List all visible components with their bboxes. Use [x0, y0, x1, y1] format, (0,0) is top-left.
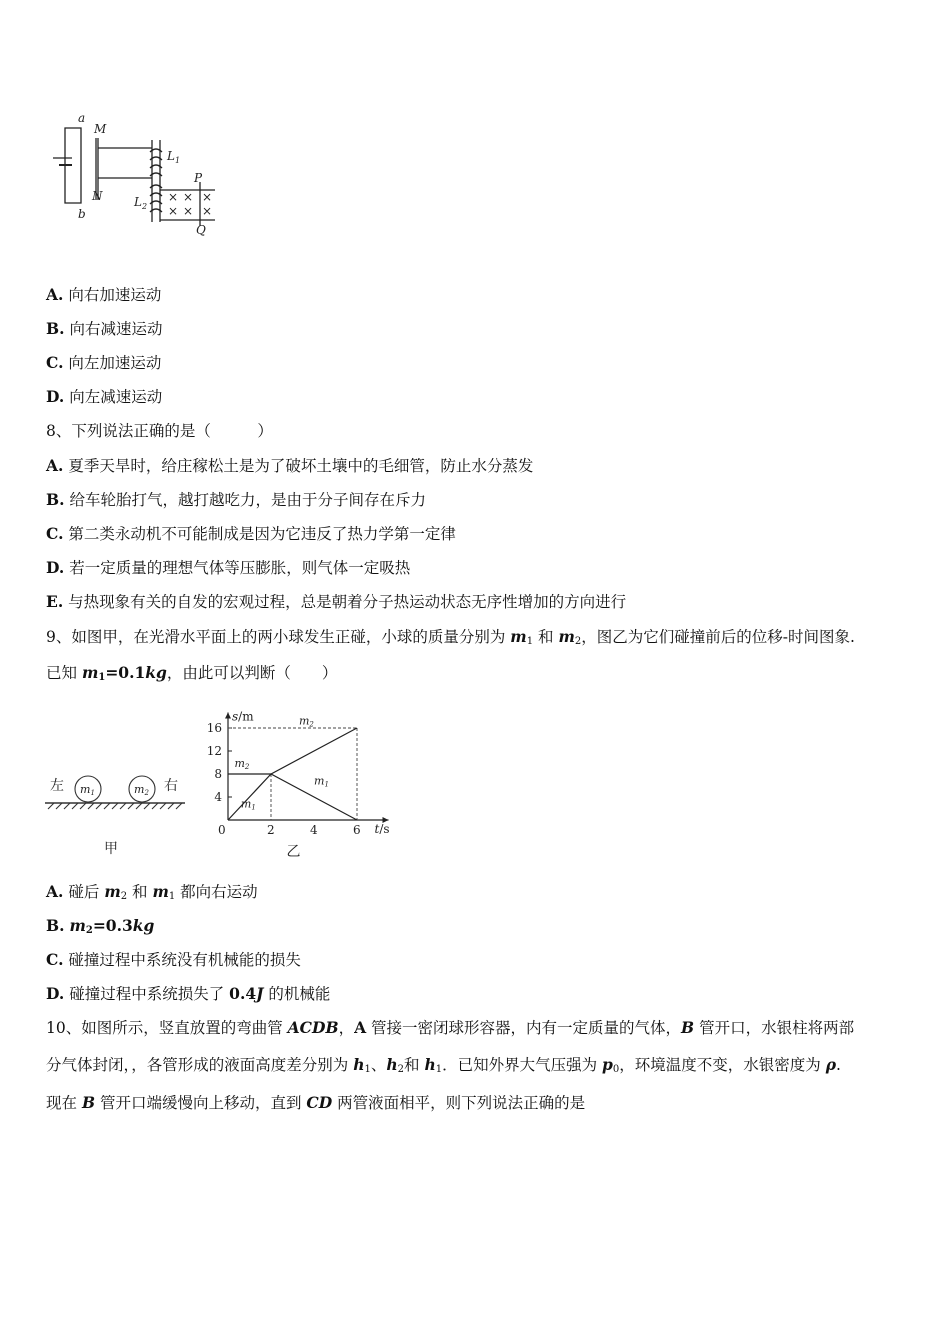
option-q8-a: A. 夏季天旱时，给庄稼松土是为了破坏土壤中的毛细管，防止水分蒸发 — [46, 456, 534, 475]
question-10-line2: 分气体封闭，，各管形成的液面高度差分别为 $h_1$、$h_2$和 $h_1$．已知外界大气压强为 $p_0$，环境温度不变，水银密度为 ρ. — [46, 1055, 841, 1075]
caption-yi: 乙 — [286, 844, 301, 860]
x-tick-label: 0 — [218, 823, 226, 837]
x-tick-label: 6 — [353, 823, 361, 837]
option-q8-b: B. 给车轮胎打气，越打越吃力，是由于分子间存在斥力 — [46, 490, 426, 509]
question-10-line1: 10、如图所示，竖直放置的弯曲管 ACDB，A 管接一密闭球形容器，内有一定质量的气体，B 管开口，水银柱将两部 — [46, 1018, 855, 1037]
option-q9-c: C. 碰撞过程中系统没有机械能的损失 — [46, 950, 301, 969]
option-q9-d: D. 碰撞过程中系统损失了 0.4J 的机械能 — [46, 984, 331, 1003]
y-axis-label: s/m — [232, 709, 254, 724]
field-mark: × — [168, 204, 179, 218]
label-P: P — [194, 171, 203, 185]
y-tick-label: 8 — [214, 767, 222, 781]
question-8-stem: 8、下列说法正确的是（ ） — [46, 422, 273, 440]
circuit-diagram — [40, 108, 230, 238]
option-q9-a: A. 碰后 $m_2$ 和 $m_1$ 都向右运动 — [46, 882, 258, 902]
field-mark: × — [202, 204, 213, 218]
x-tick-label: 4 — [310, 823, 318, 837]
displacement-time-chart — [200, 692, 410, 862]
series-label: m2 — [234, 757, 250, 772]
option-q8-c: C. 第二类永动机不可能制成是因为它违反了热力学第一定律 — [46, 524, 456, 543]
field-mark: × — [168, 190, 179, 204]
option-q7-b: B. 向右减速运动 — [46, 319, 163, 338]
field-mark: × — [202, 190, 213, 204]
ball-m1-label: m1 — [80, 783, 95, 797]
caption-jia: 甲 — [104, 841, 118, 857]
figure-jia — [40, 765, 190, 865]
series-label: m1 — [314, 774, 329, 789]
x-axis-label: t/s — [374, 822, 390, 836]
y-tick-label: 16 — [206, 721, 222, 735]
label-Q: Q — [196, 223, 206, 237]
y-tick-label: 12 — [206, 744, 222, 758]
option-q7-c: C. 向左加速运动 — [46, 353, 162, 372]
series-label: m1 — [240, 797, 256, 812]
question-10-line3: 现在 B 管开口端缓慢向上移动，直到 CD 两管液面相平，则下列说法正确的是 — [46, 1093, 586, 1112]
label-left: 左 — [50, 778, 64, 794]
option-q8-d: D. 若一定质量的理想气体等压膨胀，则气体一定吸热 — [46, 558, 411, 577]
series-label: m2 — [298, 714, 314, 729]
label-N: N — [92, 189, 103, 203]
option-q8-e: E. 与热现象有关的自发的宏观过程，总是朝着分子热运动状态无序性增加的方向进行 — [46, 592, 627, 611]
question-9-stem-line1: 9、如图甲，在光滑水平面上的两小球发生正碰，小球的质量分别为 $m_1$ 和 $m_2$，图乙为它们碰撞前后的位移-时间图象. — [46, 627, 855, 647]
y-tick-label: 4 — [214, 790, 222, 804]
field-mark: × — [183, 190, 194, 204]
option-q7-d: D. 向左减速运动 — [46, 387, 163, 406]
question-9-stem-line2: 已知 $m_1=0.1kg$，由此可以判断（ ） — [46, 663, 338, 683]
label-L2: $L_2$ — [134, 195, 148, 211]
label-L1: $L_1$ — [167, 149, 181, 165]
x-tick-label: 2 — [267, 823, 275, 837]
option-q9-b: B. $m_2=0.3kg$ — [46, 916, 155, 936]
ball-m2-label: m2 — [134, 783, 149, 797]
label-b: b — [78, 207, 86, 221]
field-mark: × — [183, 204, 194, 218]
option-q7-a: A. 向右加速运动 — [46, 285, 162, 304]
label-M: M — [94, 122, 107, 136]
y-axis-arrow — [225, 713, 231, 719]
label-right: 右 — [164, 778, 178, 794]
label-a: a — [78, 111, 86, 125]
